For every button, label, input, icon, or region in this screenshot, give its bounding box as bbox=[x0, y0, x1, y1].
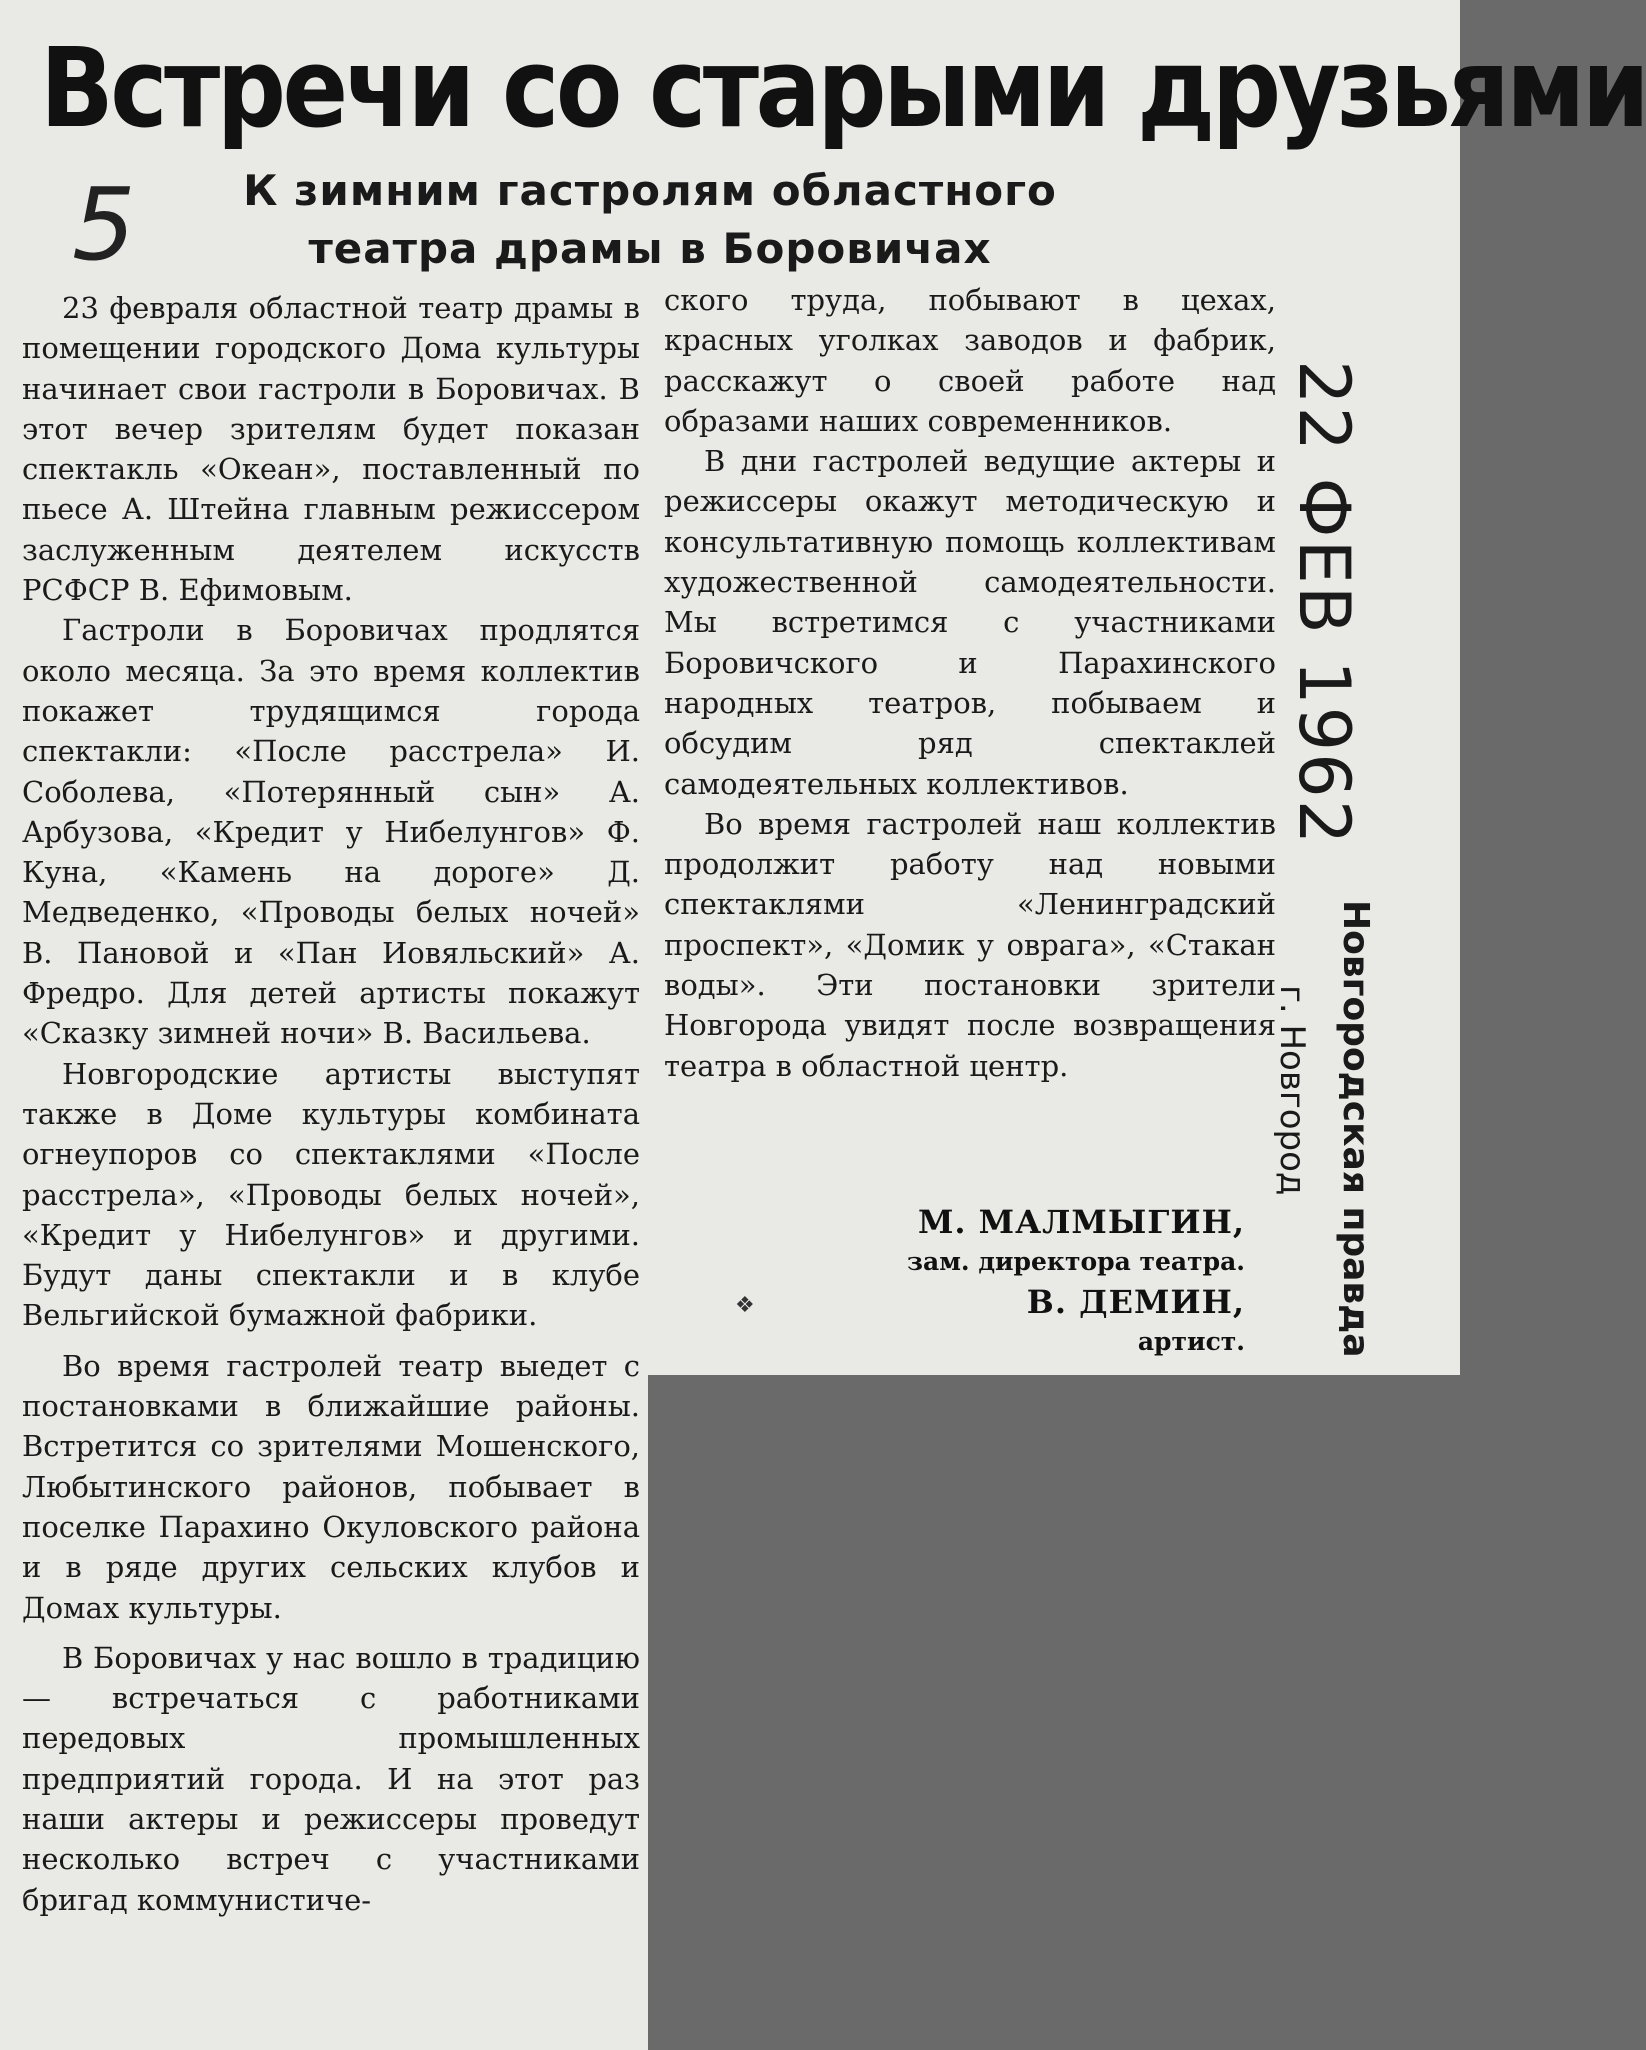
date-stamp: 22 ФЕВ 1962 bbox=[1283, 360, 1365, 847]
paragraph: Во время гастролей театр выедет с постановками в ближайшие районы. Встретится со зрителями Мошенского, Любытинского районов, побывает в поселке Парахино Окуловского района и в ряде других сельских клубов и Домах культуры. bbox=[22, 1348, 640, 1625]
subtitle-line-2: театра драмы в Боровичах bbox=[308, 224, 992, 273]
article-column-left bbox=[22, 288, 640, 1920]
signature-role: зам. директора театра. bbox=[907, 1247, 1245, 1276]
paragraph: В дни гастролей ведущие актеры и режиссеры окажут методическую и консультативную помощь коллективам художественной самодеятельности. Мы встретимся с участниками Боровичского и Парахинского народных театров, побываем и обсудим ряд спектаклей самодеятельных коллективов. bbox=[664, 444, 1276, 801]
paragraph: Новгородские артисты выступят также в Доме культуры комбината огнеупоров со спектаклями «После расстрела», «Проводы белых ночей», «Кредит у Нибелунгов» и другими. Будут даны спектакли и в клубе Вельгийской бумажной фабрики. bbox=[22, 1056, 640, 1333]
newspaper-city-stamp: г. Новгород bbox=[1272, 985, 1312, 1196]
newspaper-name-stamp: Новгородская правда bbox=[1335, 900, 1376, 1358]
signature-role: артист. bbox=[1137, 1327, 1245, 1356]
signature-name: М. МАЛМЫГИН, bbox=[917, 1203, 1245, 1241]
paragraph: Гастроли в Боровичах продлятся около месяца. За это время коллектив покажет трудящимся города спектакли: «После расстрела» И. Соболева, «Потерянный сын» А. Арбузова, «Кредит у Нибелунгов» Ф. Куна, «Камень на дороге» Д. Медведенко, «Проводы белых ночей» В. Пановой и «Пан Иовяльский» А. Фредро. Для детей артисты покажут «Сказку зимней ночи» В. Васильева. bbox=[22, 613, 640, 1051]
article-subtitle bbox=[200, 162, 1100, 278]
subtitle-line-1: К зимним гастролям областного bbox=[243, 166, 1057, 215]
signature-name: В. ДЕМИН, bbox=[1026, 1283, 1245, 1321]
paragraph: Во время гастролей наш коллектив продолжит работу над новыми спектаклями «Ленинградский проспект», «Домик у оврага», «Стакан воды». Эти постановки зрители Новгорода увидят после возвращения театра в областной центр. bbox=[664, 806, 1276, 1083]
article-column-right bbox=[664, 280, 1276, 1086]
paragraph: ского труда, побывают в цехах, красных уголках заводов и фабрик, расскажут о своей работе над образами наших современников. bbox=[664, 283, 1276, 438]
paragraph: В Боровичах у нас вошло в традицию — встречаться с работниками передовых промышленных предприятий города. И на этот раз наши актеры и режиссеры проведут несколько встреч с участниками бригад коммунистиче- bbox=[22, 1640, 640, 1917]
paragraph: 23 февраля областной театр драмы в помещении городского Дома культуры начинает свои гастроли в Боровичах. В этот вечер зрителям будет показан спектакль «Океан», поставленный по пьесе А. Штейна главным режиссером заслуженным деятелем искусств РСФСР В. Ефимовым. bbox=[22, 291, 640, 608]
article-signatures bbox=[645, 1200, 1245, 1360]
article-headline: Встречи со старыми друзьями bbox=[40, 24, 1646, 152]
ornament-icon: ❖ bbox=[735, 1293, 755, 1318]
handwritten-number: 5 bbox=[72, 166, 136, 283]
